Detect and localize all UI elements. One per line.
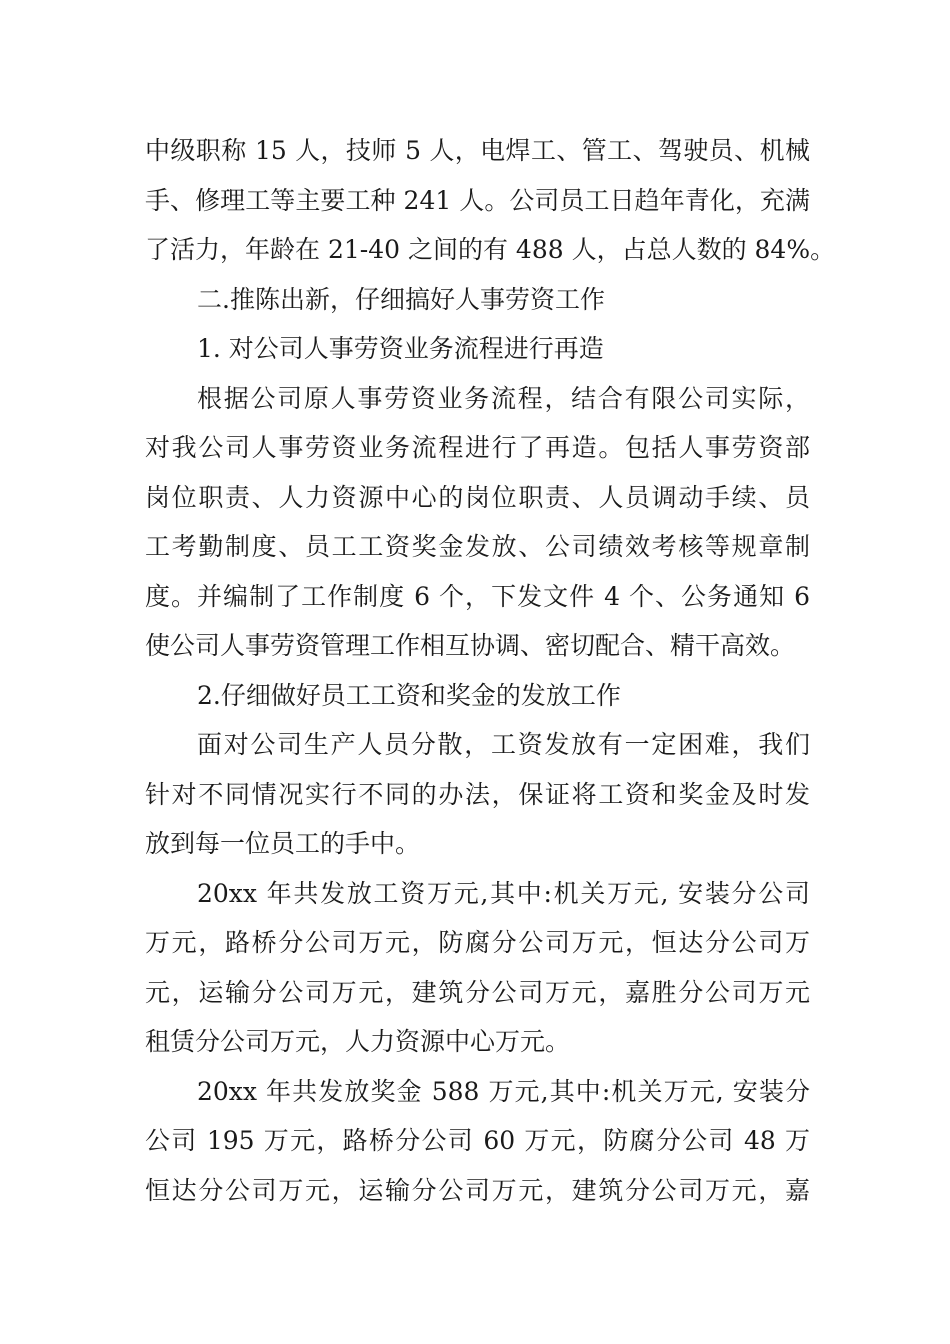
section-heading: 二.推陈出新，仔细搞好人事劳资工作	[197, 284, 605, 314]
text-line: 使公司人事劳资管理工作相互协调、密切配合、精干高效。	[145, 631, 796, 660]
paragraph-payroll-method	[145, 720, 810, 869]
text-line: 20xx 年共发放奖金 588 万元,其中:机关万元, 安装分	[197, 1076, 810, 1106]
document-body	[145, 126, 836, 1215]
subsection-heading: 1. 对公司人事劳资业务流程进行再造	[197, 334, 604, 363]
paragraph-bonus-issued	[145, 1067, 810, 1216]
text-line: 针对不同情况实行不同的办法，保证将工资和奖金及时发	[145, 779, 810, 809]
paragraph-process-reengineering	[145, 374, 810, 671]
text-line: 对我公司人事劳资业务流程进行了再造。包括人事劳资部	[145, 433, 810, 462]
paragraph-wages-issued	[145, 869, 810, 1067]
text-line: 岗位职责、人力资源中心的岗位职责、人员调动手续、员	[145, 482, 810, 512]
subsection-heading-1	[145, 324, 810, 374]
text-line: 租赁分公司万元，人力资源中心万元。	[145, 1027, 571, 1056]
text-line: 度。并编制了工作制度 6 个，下发文件 4 个、公务通知 6	[145, 581, 810, 611]
text-line: 手、修理工等主要工种 241 人。公司员工日趋年青化，充满	[145, 185, 810, 215]
paragraph-staff-stats	[145, 126, 836, 275]
text-line: 放到每一位员工的手中。	[145, 829, 421, 858]
text-line: 根据公司原人事劳资业务流程，结合有限公司实际，	[197, 383, 810, 413]
text-line: 中级职称 15 人，技师 5 人，电焊工、管工、驾驶员、机械	[145, 136, 810, 165]
text-line: 公司 195 万元，路桥分公司 60 万元，防腐分公司 48 万	[145, 1126, 810, 1155]
text-line: 面对公司生产人员分散，工资发放有一定困难，我们	[197, 730, 810, 759]
subsection-heading: 2.仔细做好员工工资和奖金的发放工作	[197, 680, 621, 710]
text-line: 元，运输分公司万元，建筑分公司万元，嘉胜分公司万元	[145, 977, 810, 1007]
section-heading-2	[145, 275, 810, 325]
text-line: 万元，路桥分公司万元，防腐分公司万元，恒达分公司万	[145, 928, 810, 957]
subsection-heading-2	[145, 671, 810, 721]
text-line: 工考勤制度、员工工资奖金发放、公司绩效考核等规章制	[145, 532, 810, 561]
text-line: 20xx 年共发放工资万元,其中:机关万元, 安装分公司	[197, 878, 810, 908]
text-line: 恒达分公司万元，运输分公司万元，建筑分公司万元，嘉	[145, 1175, 810, 1205]
text-line: 了活力，年龄在 21-40 之间的有 488 人，占总人数的 84%。	[145, 235, 836, 264]
